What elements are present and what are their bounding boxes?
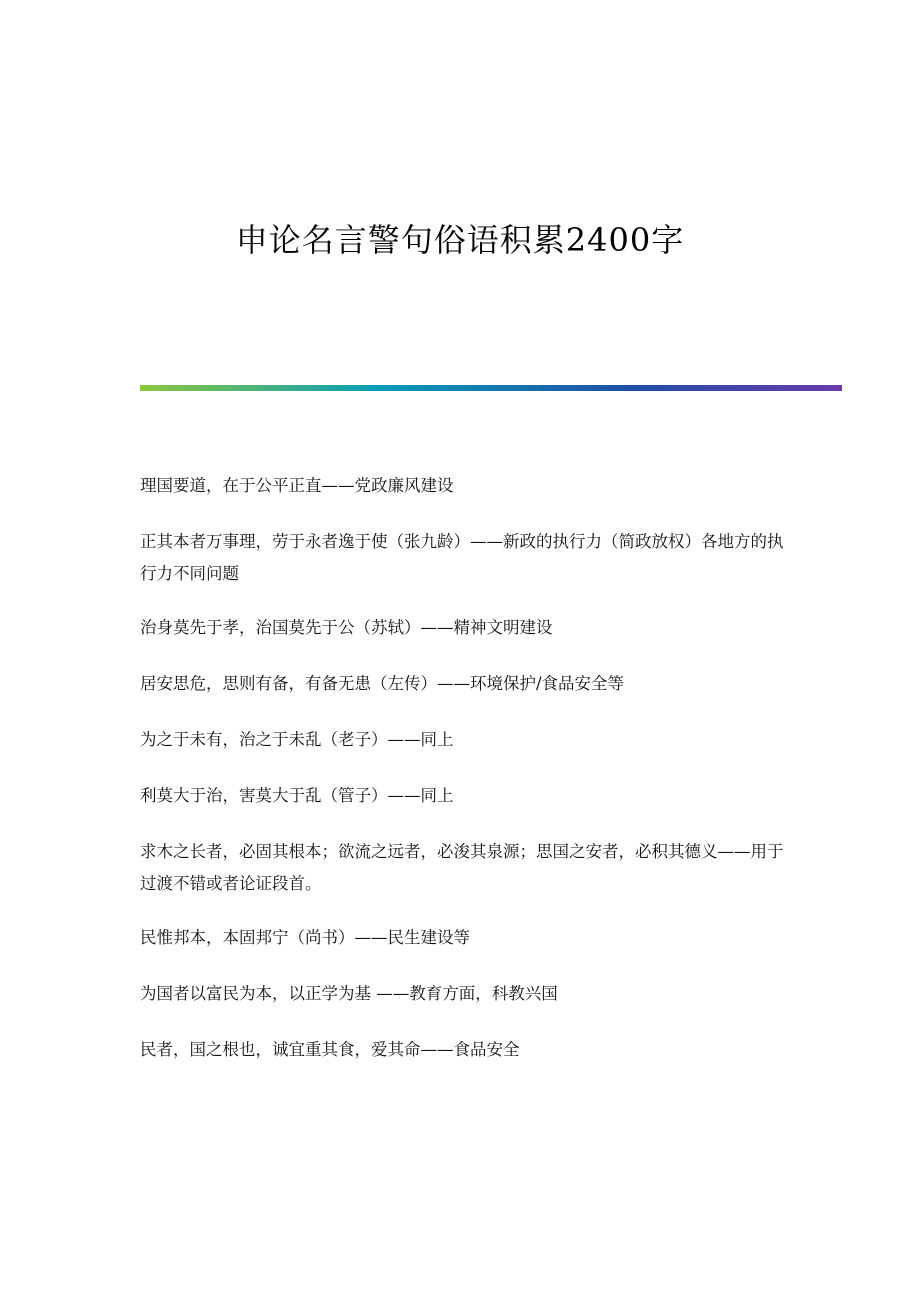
paragraph: 为之于未有，治之于未乱（老子）——同上 [140,730,454,749]
paragraph: 民惟邦本，本固邦宁（尚书）——民生建设等 [140,928,470,947]
paragraph: 正其本者万事理，劳于永者逸于使（张九龄）——新政的执行力（简政放权）各地方的执行力不同问题 [140,532,784,583]
paragraph: 居安思危，思则有备，有备无患（左传）——环境保护/食品安全等 [140,674,625,693]
document-title: 申论名言警句俗语积累2400字 [235,221,685,259]
paragraph: 利莫大于治，害莫大于乱（管子）——同上 [140,786,454,805]
paragraph: 为国者以富民为本，以正学为基 ——教育方面，科教兴国 [140,984,558,1003]
paragraph: 民者，国之根也，诚宜重其食，爱其命——食品安全 [140,1040,520,1059]
paragraph: 求木之长者，必固其根本；欲流之远者，必浚其泉源；思国之安者，必积其德义——用于过渡不错或者论证段首。 [140,842,784,893]
paragraph: 治身莫先于孝，治国莫先于公（苏轼）——精神文明建设 [140,618,553,637]
document-body [140,470,790,1090]
paragraph: 理国要道，在于公平正直——党政廉风建设 [140,476,454,495]
title-divider [140,385,842,391]
